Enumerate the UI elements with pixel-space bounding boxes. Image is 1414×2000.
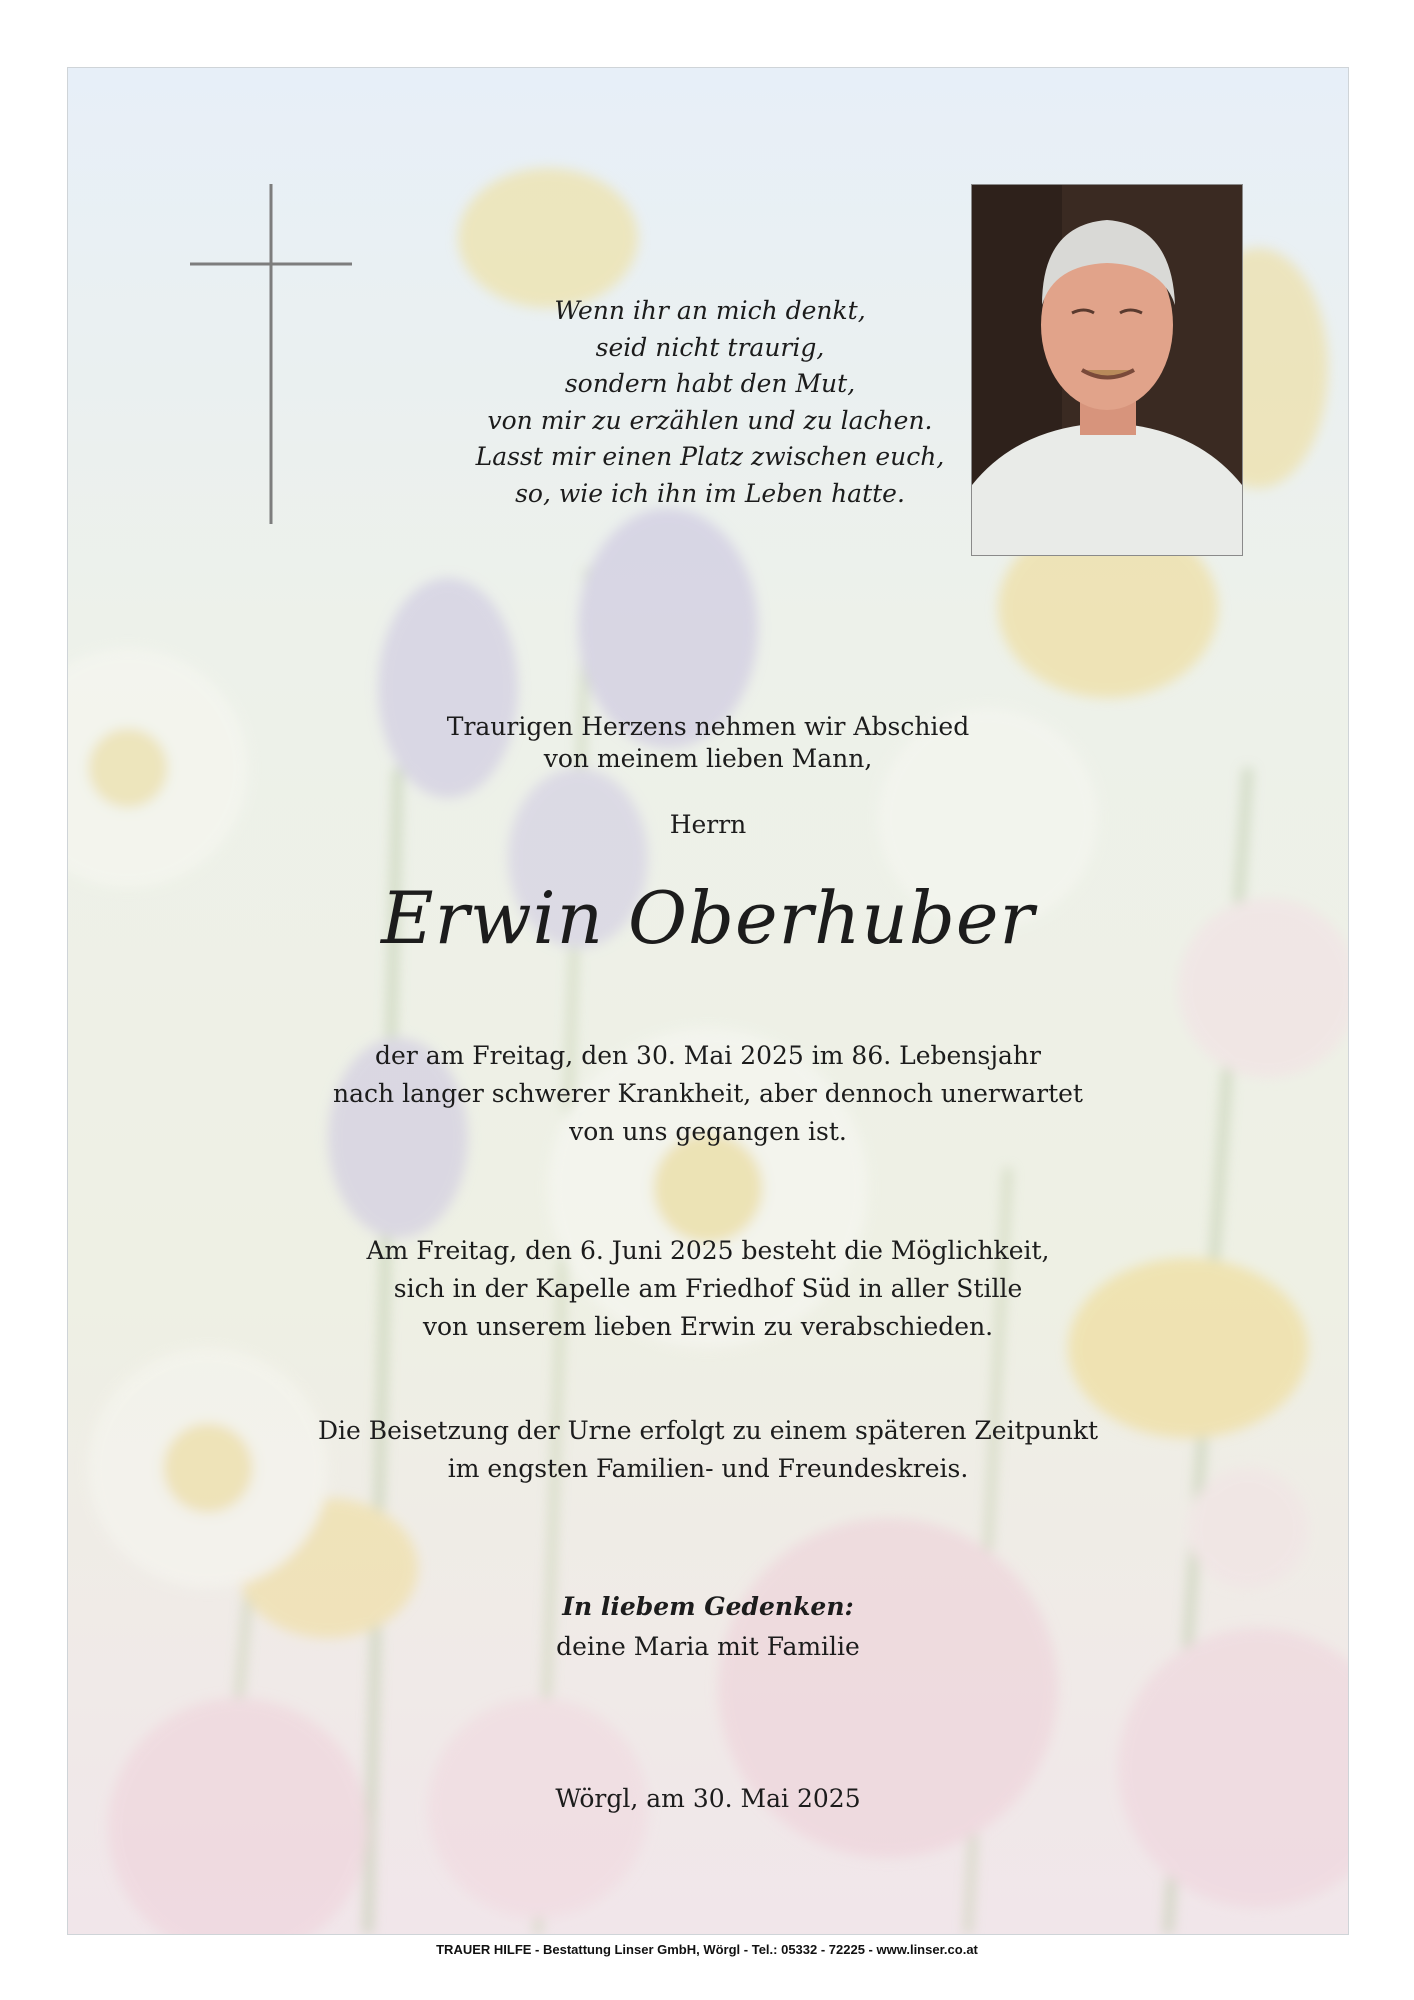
intro-text <box>68 711 1348 775</box>
obituary-card <box>67 67 1349 1935</box>
farewell-line: sich in der Kapelle am Friedhof Süd in aller Stille <box>393 1274 1023 1303</box>
salutation: Herrn <box>669 810 747 839</box>
death-notice-line: nach langer schwerer Krankheit, aber dennoch unerwartet <box>333 1079 1083 1108</box>
intro-line: von meinem lieben Mann, <box>543 744 873 773</box>
poem <box>330 293 1090 512</box>
memory-heading: In liebem Gedenken: <box>562 1592 854 1621</box>
death-notice-line: der am Freitag, den 30. Mai 2025 im 86. Lebensjahr <box>375 1041 1041 1070</box>
footer-imprint: TRAUER HILFE - Bestattung Linser GmbH, Wörgl - Tel.: 05332 - 72225 - www.linser.co.at <box>436 1942 978 1957</box>
memory-signature: deine Maria mit Familie <box>556 1632 860 1661</box>
poem-line: so, wie ich ihn im Leben hatte. <box>515 478 905 508</box>
death-notice-line: von uns gegangen ist. <box>569 1117 847 1146</box>
place-date: Wörgl, am 30. Mai 2025 <box>555 1784 861 1813</box>
farewell-notice <box>68 1232 1348 1346</box>
poem-line: Lasst mir einen Platz zwischen euch, <box>475 442 945 471</box>
intro-line: Traurigen Herzens nehmen wir Abschied <box>446 712 970 741</box>
deceased-name: Erwin Oberhuber <box>381 876 1035 960</box>
farewell-line: von unserem lieben Erwin zu verabschieden. <box>422 1312 994 1341</box>
poem-line: seid nicht traurig, <box>595 332 825 362</box>
poem-line: von mir zu erzählen und zu lachen. <box>487 405 933 435</box>
death-notice <box>68 1037 1348 1151</box>
burial-line: im engsten Familien- und Freundeskreis. <box>447 1454 969 1483</box>
burial-notice <box>68 1412 1348 1488</box>
poem-line: Wenn ihr an mich denkt, <box>554 296 866 325</box>
burial-line: Die Beisetzung der Urne erfolgt zu einem späteren Zeitpunkt <box>317 1416 1099 1445</box>
cross-icon <box>190 184 352 524</box>
poem-line: sondern habt den Mut, <box>564 369 856 398</box>
farewell-line: Am Freitag, den 6. Juni 2025 besteht die Möglichkeit, <box>366 1236 1050 1265</box>
